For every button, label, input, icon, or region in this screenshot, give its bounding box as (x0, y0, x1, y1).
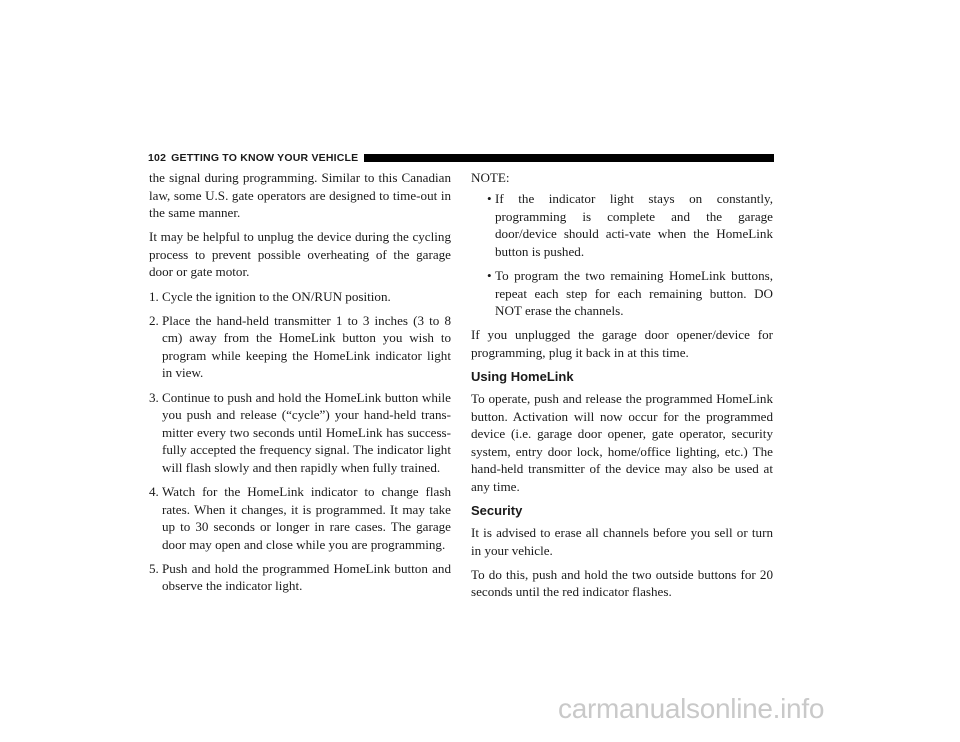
right-column (471, 169, 773, 607)
section-title: GETTING TO KNOW YOUR VEHICLE (171, 152, 359, 164)
step-text: Watch for the HomeLink indicator to change flash rates. When it changes, it is programmed. It may take up to 30 seconds or longer in rare cases. The garage door may open and close while you are programming. (162, 484, 451, 552)
step-text: Continue to push and hold the HomeLink button while you push and release (“cycle”) your hand-held trans-mitter every two seconds until HomeLink has success-fully accepted the frequency signal. The indicator light will flash slowly and then rapidly when fully trained. (162, 389, 451, 475)
heading-using-homelink: Using HomeLink (471, 368, 574, 384)
paragraph-security-buttons: To do this, push and hold the two outside buttons for 20 seconds until the red indicator flashes. (471, 566, 773, 600)
paragraph-canadian-law: the signal during programming. Similar to this Canadian law, some U.S. gate operators are designed to time-out in the same manner. (149, 170, 451, 221)
list-item (471, 267, 773, 320)
bullet-text: If the indicator light stays on constantly, programming is complete and the garage door/device should acti-vate when the HomeLink button is pushed. (495, 191, 773, 259)
list-item (149, 389, 451, 477)
list-item (149, 288, 451, 306)
step-number: 4. (149, 484, 159, 499)
step-number: 3. (149, 389, 159, 405)
step-number: 2. (149, 312, 159, 328)
step-text: Cycle the ignition to the ON/RUN position. (162, 288, 391, 304)
header-rule (364, 154, 774, 162)
bullet-text: To program the two remaining HomeLink buttons, repeat each step for each remaining button. DO NOT erase the channels. (495, 267, 773, 319)
step-text: Place the hand-held transmitter 1 to 3 inches (3 to 8 cm) away from the HomeLink button you wish to program while keeping the HomeLink indicator light in view. (162, 312, 451, 381)
page-header (148, 151, 774, 165)
step-text: Push and hold the programmed HomeLink button and observe the indicator light. (162, 560, 451, 594)
bullet-dot: • (487, 191, 492, 207)
list-item (149, 312, 451, 382)
list-item (471, 190, 773, 260)
paragraph-security-erase: It is advised to erase all channels before you sell or turn in your vehicle. (471, 525, 773, 558)
step-number: 5. (149, 560, 159, 576)
paragraph-using-homelink: To operate, push and release the programmed HomeLink button. Activation will now occur for the programmed device (i.e. garage door opener, gate operator, security system, entry door lock, home/office lighting, etc.) The hand-held transmitter of the device may also be used at any time. (471, 390, 773, 494)
step-number: 1. (149, 288, 159, 304)
heading-security: Security (471, 503, 523, 518)
bullet-dot: • (487, 267, 492, 283)
page-number: 102 (148, 152, 167, 164)
left-column (149, 169, 451, 602)
watermark: carmanualsonline.info (558, 693, 825, 724)
list-item (149, 560, 451, 595)
paragraph-unplug-device: It may be helpful to unplug the device during the cycling process to prevent possible overheating of the garage door or gate motor. (149, 229, 451, 280)
paragraph-unplugged: If you unplugged the garage door opener/device for programming, plug it back in at this time. (471, 327, 773, 360)
list-item (149, 483, 451, 553)
note-label: NOTE: (471, 170, 510, 185)
